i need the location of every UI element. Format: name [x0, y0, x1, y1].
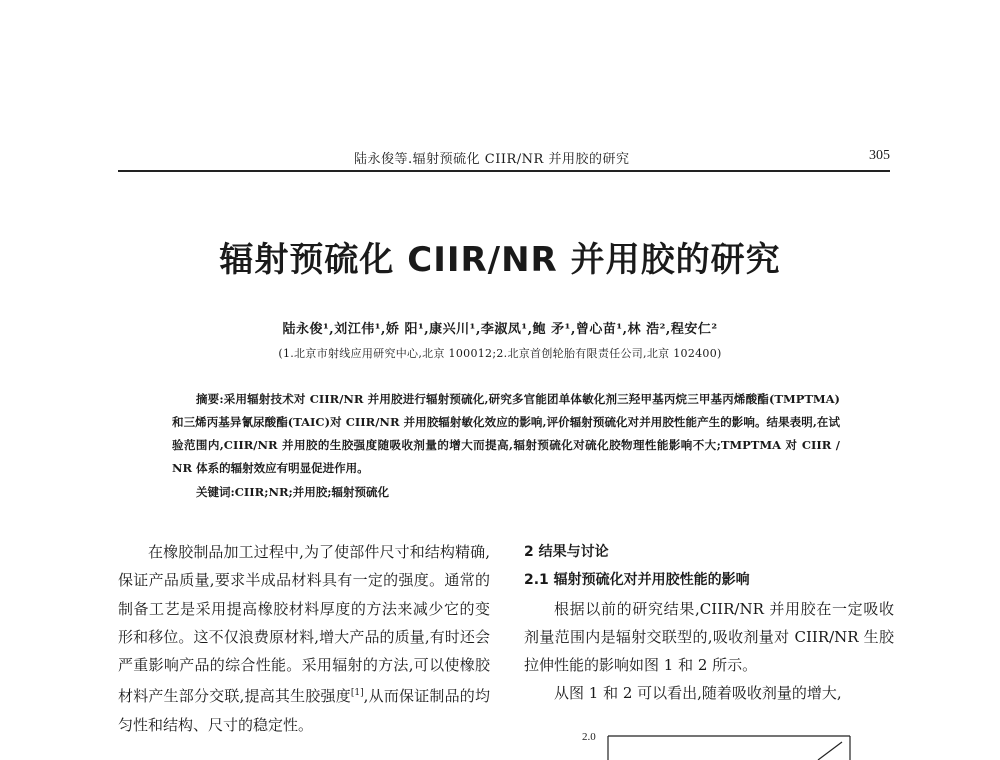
author-list: 陆永俊¹,刘江伟¹,娇 阳¹,康兴川¹,李淑凤¹,鲍 矛¹,曾心苗¹,林 浩²,程安仁² — [282, 322, 718, 337]
intro-text: 在橡胶制品加工过程中,为了使部件尺寸和结构精确,保证产品质量,要求半成品材料具有一定的强度。通常的制备工艺是采用提高橡胶材料厚度的方法来减少它的变形和移位。这不仅浪费原材料,增大产品的质量,有时还会严重影响产品的综合性能。采用辐射的方法,可以使橡胶材料产生部分交联,提高其生胶强度 — [118, 543, 490, 706]
figure-1-fragment — [560, 726, 860, 760]
y-axis-tick-label: 2.0 — [582, 731, 596, 743]
section-heading-2-1: 2.1 辐射预硫化对并用胶性能的影响 — [524, 572, 750, 589]
results-paragraph-1: 根据以前的研究结果,CIIR/NR 并用胶在一定吸收剂量范围内是辐射交联型的,吸收剂量对 CIIR/NR 生胶拉伸性能的影响如图 1 和 2 所示。 — [524, 599, 894, 675]
left-column — [118, 538, 490, 739]
abstract-label: 摘要: — [196, 392, 224, 406]
running-title: 陆永俊等.辐射预硫化 CIIR/NR 并用胶的研究 — [354, 152, 630, 167]
abstract — [172, 388, 840, 480]
running-head — [118, 148, 890, 172]
keywords — [196, 484, 389, 500]
keywords-text: CIIR;NR;并用胶;辐射预硫化 — [234, 485, 390, 499]
paper-title: 辐射预硫化 CIIR/NR 并用胶的研究 — [219, 240, 781, 280]
results-paragraph-2: 从图 1 和 2 可以看出,随着吸收剂量的增大, — [554, 684, 842, 703]
citation-ref: [1] — [350, 688, 364, 699]
abstract-text: 采用辐射技术对 CIIR/NR 并用胶进行辐射预硫化,研究多官能团单体敏化剂三羟甲基丙烷三甲基丙烯酸酯(TMPTMA)和三烯丙基异氰尿酸酯(TAIC)对 CIIR/NR 并用胶辐射敏化效应的影响,评价辐射预硫化对并用胶性能产生的影响。结果表明,在试验范围内,CIIR/NR 并用胶的生胶强度随吸收剂量的增大而提高,辐射预硫化对硫化胶物理性能影响不大;TMPTMA 对 CIIR / NR 体系的辐射效应有明显促进作用。 — [172, 392, 840, 475]
right-column — [524, 538, 894, 708]
affiliation: (1.北京市射线应用研究中心,北京 100012;2.北京首创轮胎有限责任公司,北京 102400) — [278, 347, 722, 360]
data-curve-fragment — [818, 742, 842, 760]
intro-paragraph — [118, 538, 490, 739]
page-number: 305 — [869, 148, 890, 163]
keywords-label: 关键词: — [196, 485, 235, 499]
section-heading-2: 2 结果与讨论 — [524, 544, 609, 560]
intro-text-end: ,从而保证制品的均匀性和结构、尺寸的稳定性。 — [118, 687, 490, 734]
